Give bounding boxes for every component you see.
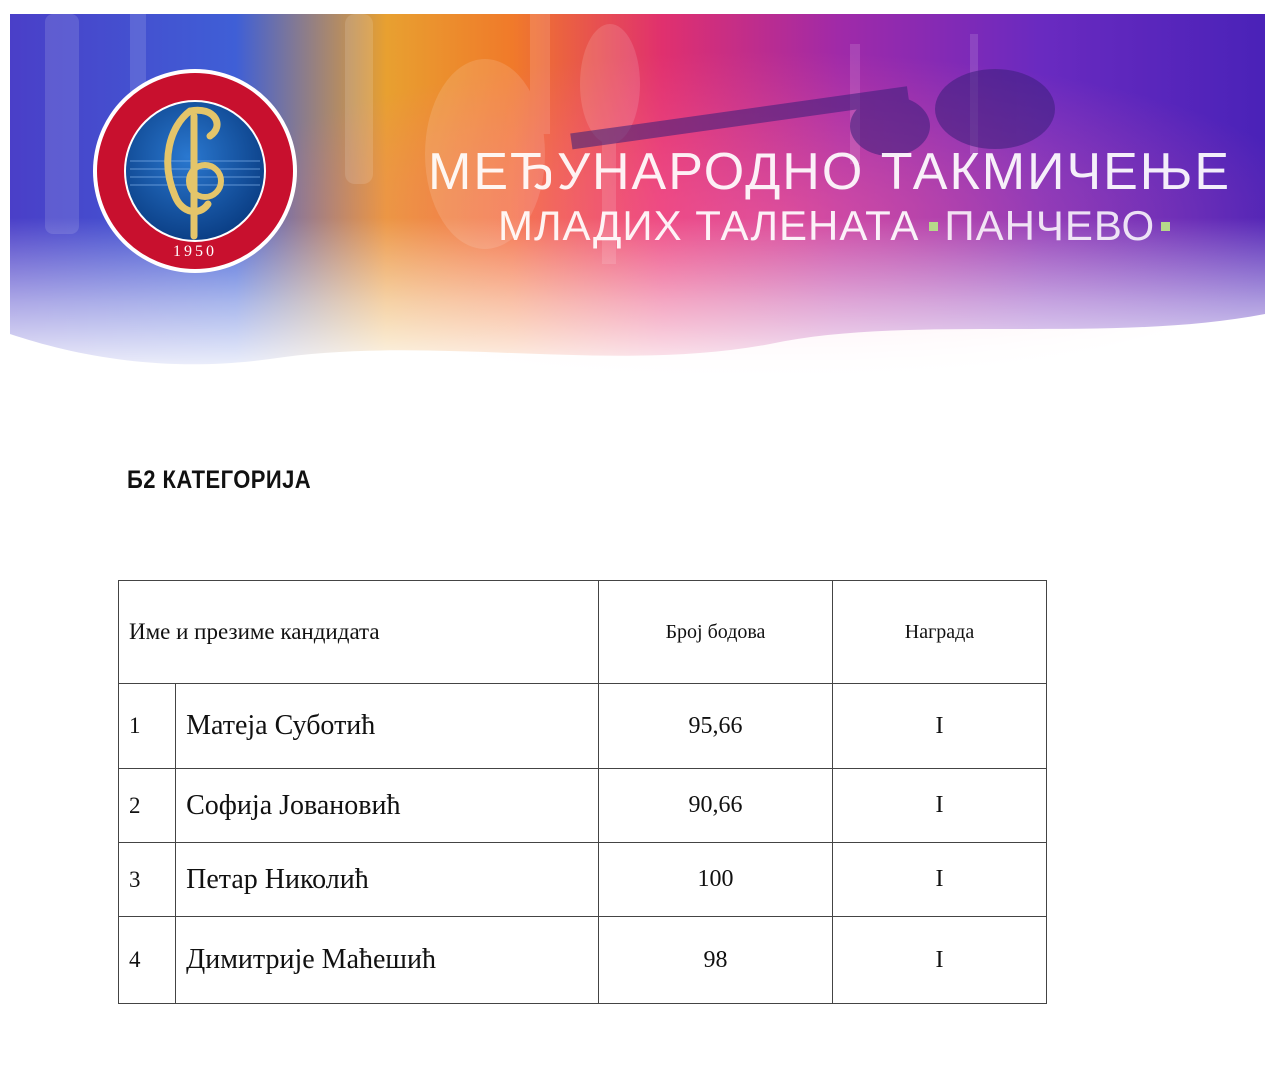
banner-title-line2 (498, 202, 1170, 250)
candidate-award: I (833, 917, 1047, 1004)
table-row (119, 769, 1047, 843)
school-logo (90, 66, 300, 276)
header-name: Име и презиме кандидата (119, 581, 599, 684)
row-number: 2 (119, 769, 176, 843)
table-row (119, 684, 1047, 769)
candidate-score: 100 (599, 843, 833, 917)
header-award: Награда (833, 581, 1047, 684)
row-number: 3 (119, 843, 176, 917)
table-row (119, 917, 1047, 1004)
candidate-award: I (833, 843, 1047, 917)
banner-title-line1: МЕЂУНАРОДНО ТАКМИЧЕЊЕ (428, 143, 1232, 201)
logo-year: 1950 (173, 243, 217, 260)
candidate-score: 95,66 (599, 684, 833, 769)
table-header-row (119, 581, 1047, 684)
candidate-name: Петар Николић (176, 843, 599, 917)
candidate-name: Софија Јовановић (176, 769, 599, 843)
banner-city: ПАНЧЕВО (944, 202, 1156, 249)
separator-dot (929, 222, 938, 231)
banner-subtitle: МЛАДИХ ТАЛЕНАТА (498, 202, 920, 249)
separator-dot (1161, 222, 1170, 231)
header-score: Број бодова (599, 581, 833, 684)
candidate-award: I (833, 684, 1047, 769)
candidate-name: Матеја Суботић (176, 684, 599, 769)
header-banner (10, 14, 1265, 384)
category-title: Б2 КАТЕГОРИЈА (127, 466, 312, 494)
row-number: 1 (119, 684, 176, 769)
row-number: 4 (119, 917, 176, 1004)
table-row (119, 843, 1047, 917)
candidate-award: I (833, 769, 1047, 843)
candidate-score: 90,66 (599, 769, 833, 843)
candidate-score: 98 (599, 917, 833, 1004)
results-table (118, 580, 1047, 1004)
candidate-name: Димитрије Маћешић (176, 917, 599, 1004)
